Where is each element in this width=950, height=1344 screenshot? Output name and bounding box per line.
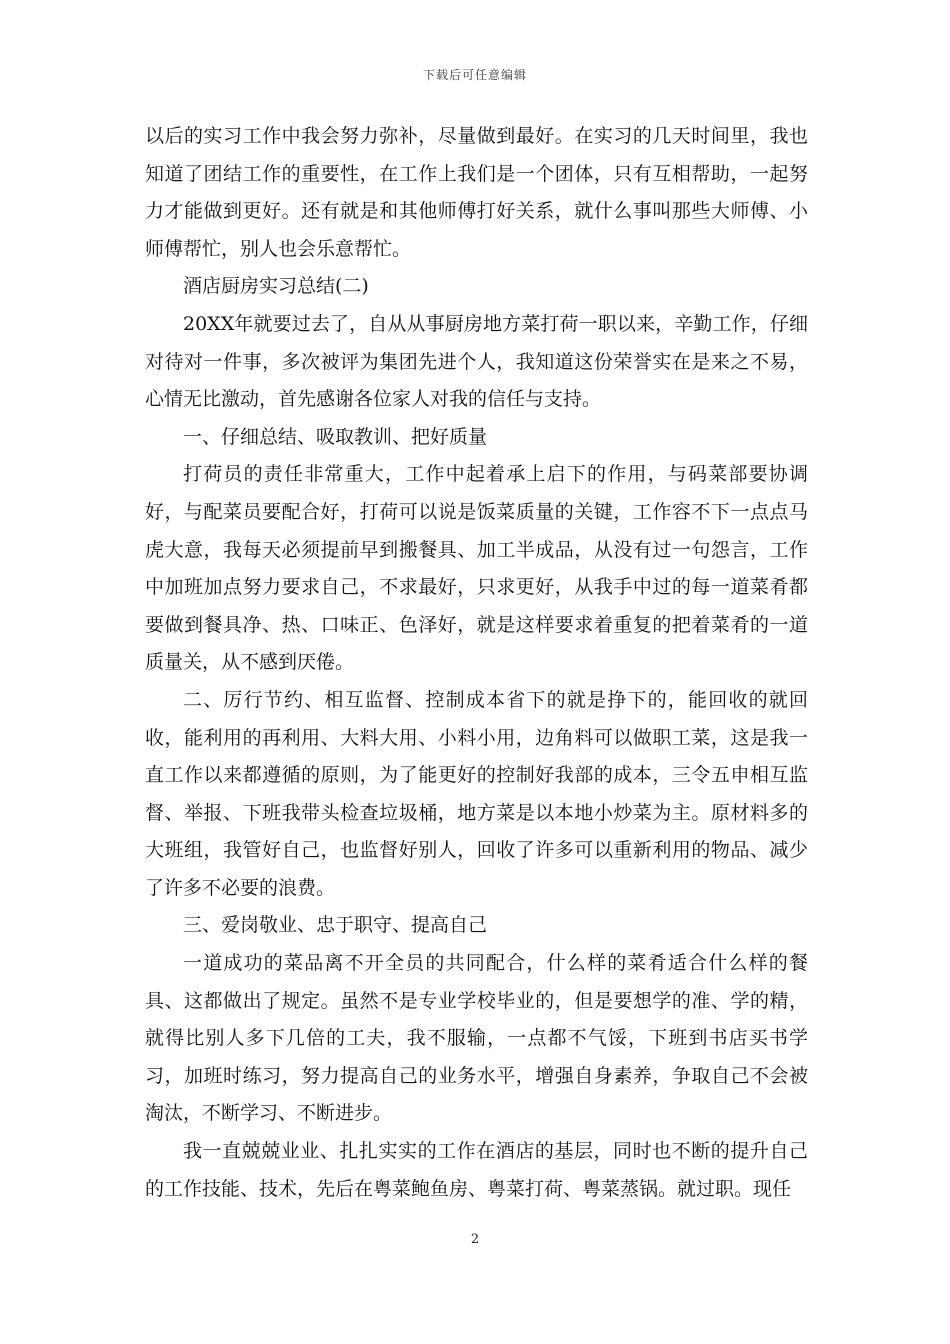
heading-three: 三、爱岗敬业、忠于职守、提高自己 [183,914,488,937]
page-number: 2 [470,1232,480,1247]
section-title: 酒店厨房实习总结(二) [183,275,369,298]
heading-one: 一、仔细总结、吸取教训、把好质量 [183,425,488,448]
paragraph-continuation: 以后的实习工作中我会努力弥补，尽量做到最好。在实习的几天时间里，我也知道了团结工作的重要性，在工作上我们是一个团体，只有互相帮助，一起努力才能做到更好。还有就是和其他师傅打好关系，就什么事叫那些大师傅、小师傅帮忙，别人也会乐意帮忙。 [145,125,808,260]
paragraph-two: 二、厉行节约、相互监督、控制成本省下的就是挣下的，能回收的就回收，能利用的再利用、大料大用、小料小用，边角料可以做职工菜，这是我一直工作以来都遵循的原则，为了能更好的控制好我部的成本，三令五申相互监督、举报、下班我带头检查垃圾桶，地方菜是以本地小炒菜为主。原材料多的大班组，我管好自己，也监督好别人，回收了许多可以重新利用的物品、减少了许多不必要的浪费。 [145,688,808,899]
paragraph-intro: 20XX年就要过去了，自从从事厨房地方菜打荷一职以来，辛勤工作，仔细对待对一件事，多次被评为集团先进个人，我知道这份荣誉实在是来之不易，心情无比激动，首先感谢各位家人对我的信任与支持。 [145,312,808,411]
paragraph-one: 打荷员的责任非常重大，工作中起着承上启下的作用，与码菜部要协调好，与配菜员要配合好，打荷可以说是饭菜质量的关键，工作容不下一点点马虎大意，我每天必须提前早到搬餐具、加工半成品，从没有过一句怨言，工作中加班加点努力要求自己，不求最好，只求更好，从我手中过的每一道菜肴都要做到餐具净、热、口味正、色泽好，就是这样要求着重复的把着菜肴的一道质量关，从不感到厌倦。 [145,463,808,674]
paragraph-three: 一道成功的菜品离不开全员的共同配合，什么样的菜肴适合什么样的餐具、这都做出了规定。虽然不是专业学校毕业的，但是要想学的准、学的精，就得比别人多下几倍的工夫，我不服输，一点都不气馁，下班到书店买书学习，加班时练习，努力提高自己的业务水平，增强自身素养，争取自己不会被淘汰，不断学习、不断进步。 [145,952,808,1125]
page-header: 下载后可任意编辑 [422,68,527,82]
paragraph-four: 我一直兢兢业业、扎扎实实的工作在酒店的基层，同时也不断的提升自己的工作技能、技术，先后在粤菜鲍鱼房、粤菜打荷、粤菜蒸锅。就过职。现任 [145,1140,808,1200]
document-body [145,118,808,1208]
